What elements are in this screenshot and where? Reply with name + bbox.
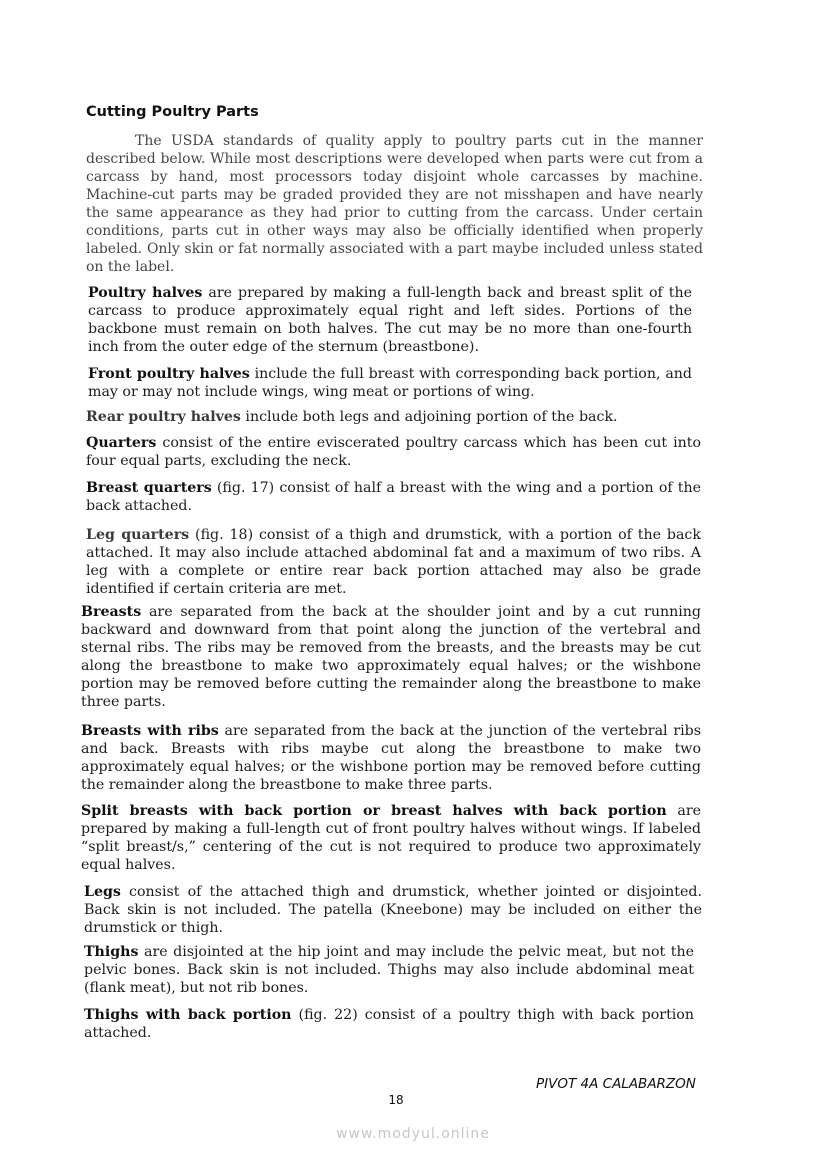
term: Rear poultry halves — [86, 409, 241, 425]
definition-text: (fig. 22) consist of a poultry thigh with back portion attached. — [84, 1007, 694, 1041]
definition-text: consist of the entire eviscerated poultry carcass which has been cut into four equal parts, excluding the neck. — [86, 435, 701, 469]
definition-text: are disjointed at the hip joint and may include the pelvic meat, but not the pelvic bones. Back skin is not included. Thighs may also include abdominal meat (flank meat), but not rib bones. — [84, 944, 694, 996]
definition-leg-quarters — [86, 526, 701, 598]
definition-text: are prepared by making a full-length back and breast split of the carcass to produce approximately equal right and left sides. Portions of the backbone must remain on both halves. The cut may be no more than one-fourth inch from the outer edge of the sternum (breastbone). — [88, 285, 693, 355]
term: Split breasts with back portion or breast halves with back portion — [81, 803, 667, 819]
definition-text: include the full breast with corresponding back portion, and may or may not include wings, wing meat or portions of wing. — [88, 366, 693, 400]
definition-breasts-with-ribs — [81, 722, 701, 794]
section-heading: Cutting Poultry Parts — [86, 104, 259, 120]
definition-text: include both legs and adjoining portion of the back. — [240, 409, 618, 425]
definition-quarters — [86, 434, 701, 470]
definition-text: are separated from the back at the junction of the vertebral ribs and back. Breasts with ribs maybe cut along the breastbone to make two approximately equal halves; or the wishbone portion may be removed before cutting the remainder along the breastbone to make three parts. — [81, 723, 702, 793]
term: Breasts with ribs — [81, 723, 219, 739]
definition-split-breasts — [81, 802, 701, 874]
definition-breast-quarters — [86, 479, 701, 515]
definition-thighs-with-back-portion — [84, 1006, 694, 1042]
definition-text: (fig. 18) consist of a thigh and drumstick, with a portion of the back attached. It may also include attached abdominal fat and a maximum of two ribs. A leg with a complete or entire rear back portion attached may also be grade identified if certain criteria are met. — [86, 527, 701, 597]
intro-paragraph: The USDA standards of quality apply to poultry parts cut in the manner described below. While most descriptions were developed when parts were cut from a carcass by hand, most processors today disjoint whole carcasses by machine. Machine-cut parts may be graded provided they are not misshapen and have nearly the same appearance as they had prior to cutting from the carcass. Under certain conditions, parts cut in other ways may also be officially identified when properly labeled. Only skin or fat normally associated with a part maybe included unless stated on the label. — [86, 133, 703, 275]
term: Thighs with back portion — [84, 1007, 292, 1023]
definition-front-poultry-halves — [88, 365, 692, 401]
footer-label: PIVOT 4A CALABARZON — [536, 1076, 696, 1092]
term: Front poultry halves — [88, 366, 250, 382]
watermark: www.modyul.online — [336, 1126, 490, 1142]
term: Breast quarters — [86, 480, 212, 496]
definition-thighs — [84, 943, 694, 997]
definition-poultry-halves — [88, 284, 692, 356]
term: Leg quarters — [86, 527, 190, 543]
term: Poultry halves — [88, 285, 203, 301]
term: Quarters — [86, 435, 157, 451]
definition-breasts — [81, 603, 701, 711]
definition-legs — [84, 883, 702, 937]
definition-text: consist of the attached thigh and drumstick, whether jointed or disjointed. Back skin is not included. The patella (Kneebone) may be included on either the drumstick or thigh. — [84, 884, 702, 936]
term: Thighs — [84, 944, 139, 960]
definition-text: (fig. 17) consist of half a breast with the wing and a portion of the back attached. — [86, 480, 701, 514]
term: Breasts — [81, 604, 142, 620]
definition-rear-poultry-halves — [86, 408, 706, 426]
definition-text: are prepared by making a full-length cut of front poultry halves without wings. If labeled “split breast/s,” centering of the cut is not required to produce two approximately equal halves. — [81, 803, 701, 873]
term: Legs — [84, 884, 121, 900]
definition-text: are separated from the back at the shoulder joint and by a cut running backward and downward from that point along the junction of the vertebral and sternal ribs. The ribs may be removed from the breasts, and the breasts may be cut along the breastbone to make two approximately equal halves; or the wishbone portion may be removed before cutting the remainder along the breastbone to make three parts. — [81, 604, 701, 710]
page-number: 18 — [388, 1093, 404, 1107]
